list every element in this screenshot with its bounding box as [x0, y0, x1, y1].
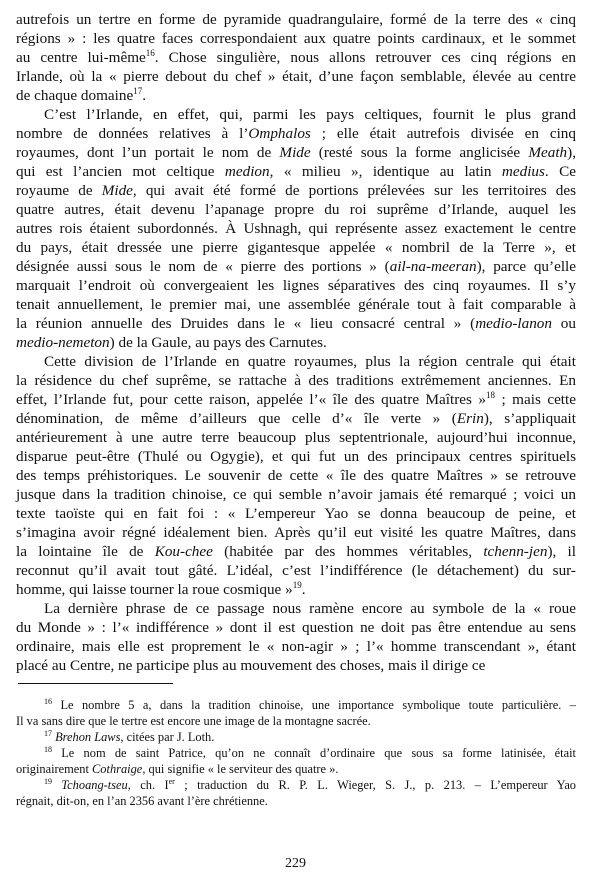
text-line: [16, 295, 576, 314]
text-run: des temps préhistoriques. Le souvenir de cette « île des quatre Maîtres » se retrouve: [16, 467, 576, 484]
text-line: [16, 29, 576, 48]
text-line: [16, 238, 576, 257]
italic-text: medio-nemeton: [16, 334, 110, 351]
text-line: [16, 390, 576, 409]
footnote-line: [16, 713, 576, 729]
paragraph: [16, 352, 576, 599]
footnote-line: [16, 745, 576, 761]
text-run: ordinaire, mais elle est proprement le « non-agir » ; l’« homme transcendant », étant: [16, 638, 576, 655]
text-line: [16, 580, 576, 599]
text-run: dénomination, de même d’ailleurs que celle d’« île verte » (: [16, 410, 457, 427]
footnote-ref: 16: [44, 697, 52, 706]
footnote-ref: 18: [486, 390, 495, 400]
text-run: Le nombre 5 a, dans la tradition chinoise, une importance symbolique toute particulière. –: [52, 698, 576, 712]
text-run: texte taoïste qui en fait foi : « L’empereur Yao se donna beaucoup de peine, et: [16, 505, 576, 522]
italic-text: tchenn-jen: [483, 543, 548, 560]
text-run: marquait l’endroit où convergeaient les lignes séparatives des cinq royaumes. Il s’y: [16, 277, 576, 294]
footnote-ref: 16: [145, 48, 155, 58]
footnote-ref: 17: [133, 86, 143, 96]
italic-text: Mide: [101, 182, 133, 199]
text-run: . Chose singulière, nous allons retrouver ces cinq régions en: [154, 49, 576, 66]
text-line: [16, 86, 576, 105]
text-run: du pays, était dressée une pierre gigantesque appelée « nombril de la Terre », et: [16, 239, 576, 256]
italic-text: medio-lanon: [475, 315, 552, 332]
footnote-line: [16, 729, 576, 745]
text-run: C’est l’Irlande, en effet, qui, parmi les pays celtiques, fournit le plus grand: [44, 106, 576, 123]
text-line: [16, 257, 576, 276]
text-line: [16, 143, 576, 162]
text-run: régnait, dit-on, en l’an 2356 avant l’ère chrétienne.: [16, 794, 268, 808]
text-run: ) de la Gaule, au pays des Carnutes.: [109, 334, 327, 351]
text-run: effet, l’Irlande fut, pour cette raison, appelée l’« île des quatre Maîtres »: [16, 391, 486, 408]
text-run: désignée aussi sous le nom de « pierre des portions » (: [16, 258, 390, 275]
text-run: la lointaine île de: [16, 543, 155, 560]
text-line: [16, 10, 576, 29]
italic-text: Tchoang-tseu: [61, 778, 128, 792]
text-run: régions » : les quatre faces correspondaient aux quatre points cardinaux, et le sommet: [16, 30, 576, 47]
text-run: antérieurement à une autre terre beaucoup plus septentrionale, aujourd’hui inconnue,: [16, 429, 576, 446]
text-run: placé au Centre, ne participe plus au mouvement des choses, mais il dirige ce: [16, 657, 486, 674]
text-run: [52, 778, 61, 792]
text-run: autrefois un tertre en forme de pyramide quadrangulaire, formé de la terre des « cinq: [16, 11, 576, 28]
text-line: [16, 542, 576, 561]
text-line: [16, 200, 576, 219]
italic-text: medius: [501, 163, 545, 180]
text-line: [16, 428, 576, 447]
footnote: [16, 729, 576, 745]
text-run: ou: [551, 315, 576, 332]
footnote-line: [16, 761, 576, 777]
text-run: Il va sans dire que le tertre est encore une image de la montagne sacrée.: [16, 714, 371, 728]
text-run: royaume de: [16, 182, 102, 199]
text-run: Irlande, où la « pierre debout du chef » était, d’une façon semblable, élevée au centre: [16, 68, 576, 85]
text-line: [16, 637, 576, 656]
text-run: ; mais cette: [495, 391, 576, 408]
main-text: [16, 10, 576, 675]
text-line: [16, 466, 576, 485]
text-run: Cette division de l’Irlande en quatre royaumes, plus la région centrale qui était: [44, 353, 576, 370]
text-line: [16, 504, 576, 523]
text-run: ; traduction du R. P. L. Wieger, S. J., p. 213. – L’empereur Yao: [174, 778, 577, 792]
italic-text: Kou-chee: [154, 543, 213, 560]
text-run: tenait annuellement, le premier mai, une assemblée générale tout à fait comparable à: [16, 296, 576, 313]
footnote-line: [16, 697, 576, 713]
text-line: [16, 485, 576, 504]
text-run: (habitée par des hommes véritables,: [212, 543, 484, 560]
text-run: ), il: [547, 543, 576, 560]
text-line: [16, 162, 576, 181]
text-run: au centre lui-même: [16, 49, 146, 66]
text-line: [16, 105, 576, 124]
text-run: originairement: [16, 762, 93, 776]
footnote-ref: er: [168, 777, 175, 786]
paragraph: [16, 105, 576, 352]
text-line: [16, 124, 576, 143]
text-run: , qui signifie « le serviteur des quatre ».: [142, 762, 339, 776]
footnote: [16, 745, 576, 777]
text-run: , ch. I: [127, 778, 169, 792]
text-run: quatre autres, était devenu l’apanage propre du roi suprême d’Irlande, auquel les: [16, 201, 576, 218]
text-line: [16, 656, 576, 675]
footnote-ref: 19: [44, 777, 52, 786]
text-line: [16, 219, 576, 238]
text-line: [16, 561, 576, 580]
text-run: La dernière phrase de ce passage nous ramène encore au symbole de la « roue: [44, 600, 576, 617]
text-run: reconnut qu’il avait tout gâté. L’idéal, c’est l’indifférence (le détachement) du sur-: [16, 562, 576, 579]
italic-text: Brehon Laws: [55, 730, 121, 744]
italic-text: medion: [224, 163, 270, 180]
footnote-line: [16, 777, 576, 793]
text-run: s’imagina avoir régné idéalement bien. Après qu’il eut visité les quatre Maîtres, dans: [16, 524, 576, 541]
text-run: ), parce qu’elle: [476, 258, 576, 275]
text-line: [16, 276, 576, 295]
text-run: disparue peut-être (Thulé ou Ogygie), et qui fut un des principaux centres spirituels: [16, 448, 576, 465]
italic-text: Cothraige: [92, 762, 143, 776]
text-line: [16, 314, 576, 333]
footnote-ref: 19: [292, 580, 302, 590]
footnote-line: [16, 793, 576, 809]
text-run: de chaque domaine: [16, 87, 134, 104]
footnotes: [16, 697, 576, 809]
text-run: . Ce: [544, 163, 576, 180]
text-run: qui est l’ancien mot celtique: [16, 163, 225, 180]
text-run: , « milieu », identique au latin: [269, 163, 502, 180]
text-run: Le nom de saint Patrice, qu’on ne connaît d’ordinaire que sous sa forme latinisée, était: [52, 746, 576, 760]
italic-text: Mide: [279, 144, 311, 161]
text-run: homme, qui laisse tourner la roue cosmique »: [16, 581, 293, 598]
text-run: la réunion annuelle des Druides dans le « lieu consacré central » (: [16, 315, 476, 332]
footnote: [16, 777, 576, 809]
paragraph: [16, 10, 576, 105]
text-line: [16, 67, 576, 86]
footnote-ref: 18: [44, 745, 52, 754]
text-run: royaumes, dont l’un portait le nom de: [16, 144, 280, 161]
text-line: [16, 618, 576, 637]
text-run: autres rois étaient subordonnés. À Ushnagh, qui représente assez exactement le centre: [16, 220, 576, 237]
text-run: la résidence du chef suprême, se rattache à des traditions extrêmement anciennes. En: [16, 372, 576, 389]
text-run: ),: [567, 144, 576, 161]
footnote-divider: [18, 683, 173, 684]
footnote: [16, 697, 576, 729]
text-line: [16, 523, 576, 542]
text-run: , citées par J. Loth.: [120, 730, 215, 744]
text-run: (resté sous la forme anglicisée: [310, 144, 529, 161]
italic-text: ail-na-meeran: [389, 258, 477, 275]
italic-text: Meath: [528, 144, 568, 161]
text-line: [16, 599, 576, 618]
text-run: ), s’appliquait: [483, 410, 576, 427]
text-line: [16, 333, 576, 352]
italic-text: Erin: [456, 410, 484, 427]
text-run: ; elle était autrefois divisée en cinq: [310, 125, 576, 142]
italic-text: Omphalos: [248, 125, 311, 142]
text-line: [16, 447, 576, 466]
text-run: du Monde » : l’« indifférence » dont il est question ne doit pas être entendue au sens: [16, 619, 576, 636]
text-run: nombre de données relatives à l’: [16, 125, 249, 142]
page-number: 229: [285, 856, 306, 871]
paragraph: [16, 599, 576, 675]
text-line: [16, 181, 576, 200]
text-run: .: [301, 581, 306, 598]
text-run: .: [142, 87, 147, 104]
footnote-ref: 17: [44, 729, 52, 738]
text-line: [16, 371, 576, 390]
text-line: [16, 48, 576, 67]
text-line: [16, 409, 576, 428]
text-run: jusque dans la tradition chinoise, ce qui semble n’avoir jamais été remarqué ; voici un: [16, 486, 576, 503]
text-run: , qui avait été formé de portions prélevées sur les territoires des: [132, 182, 577, 199]
text-line: [16, 352, 576, 371]
